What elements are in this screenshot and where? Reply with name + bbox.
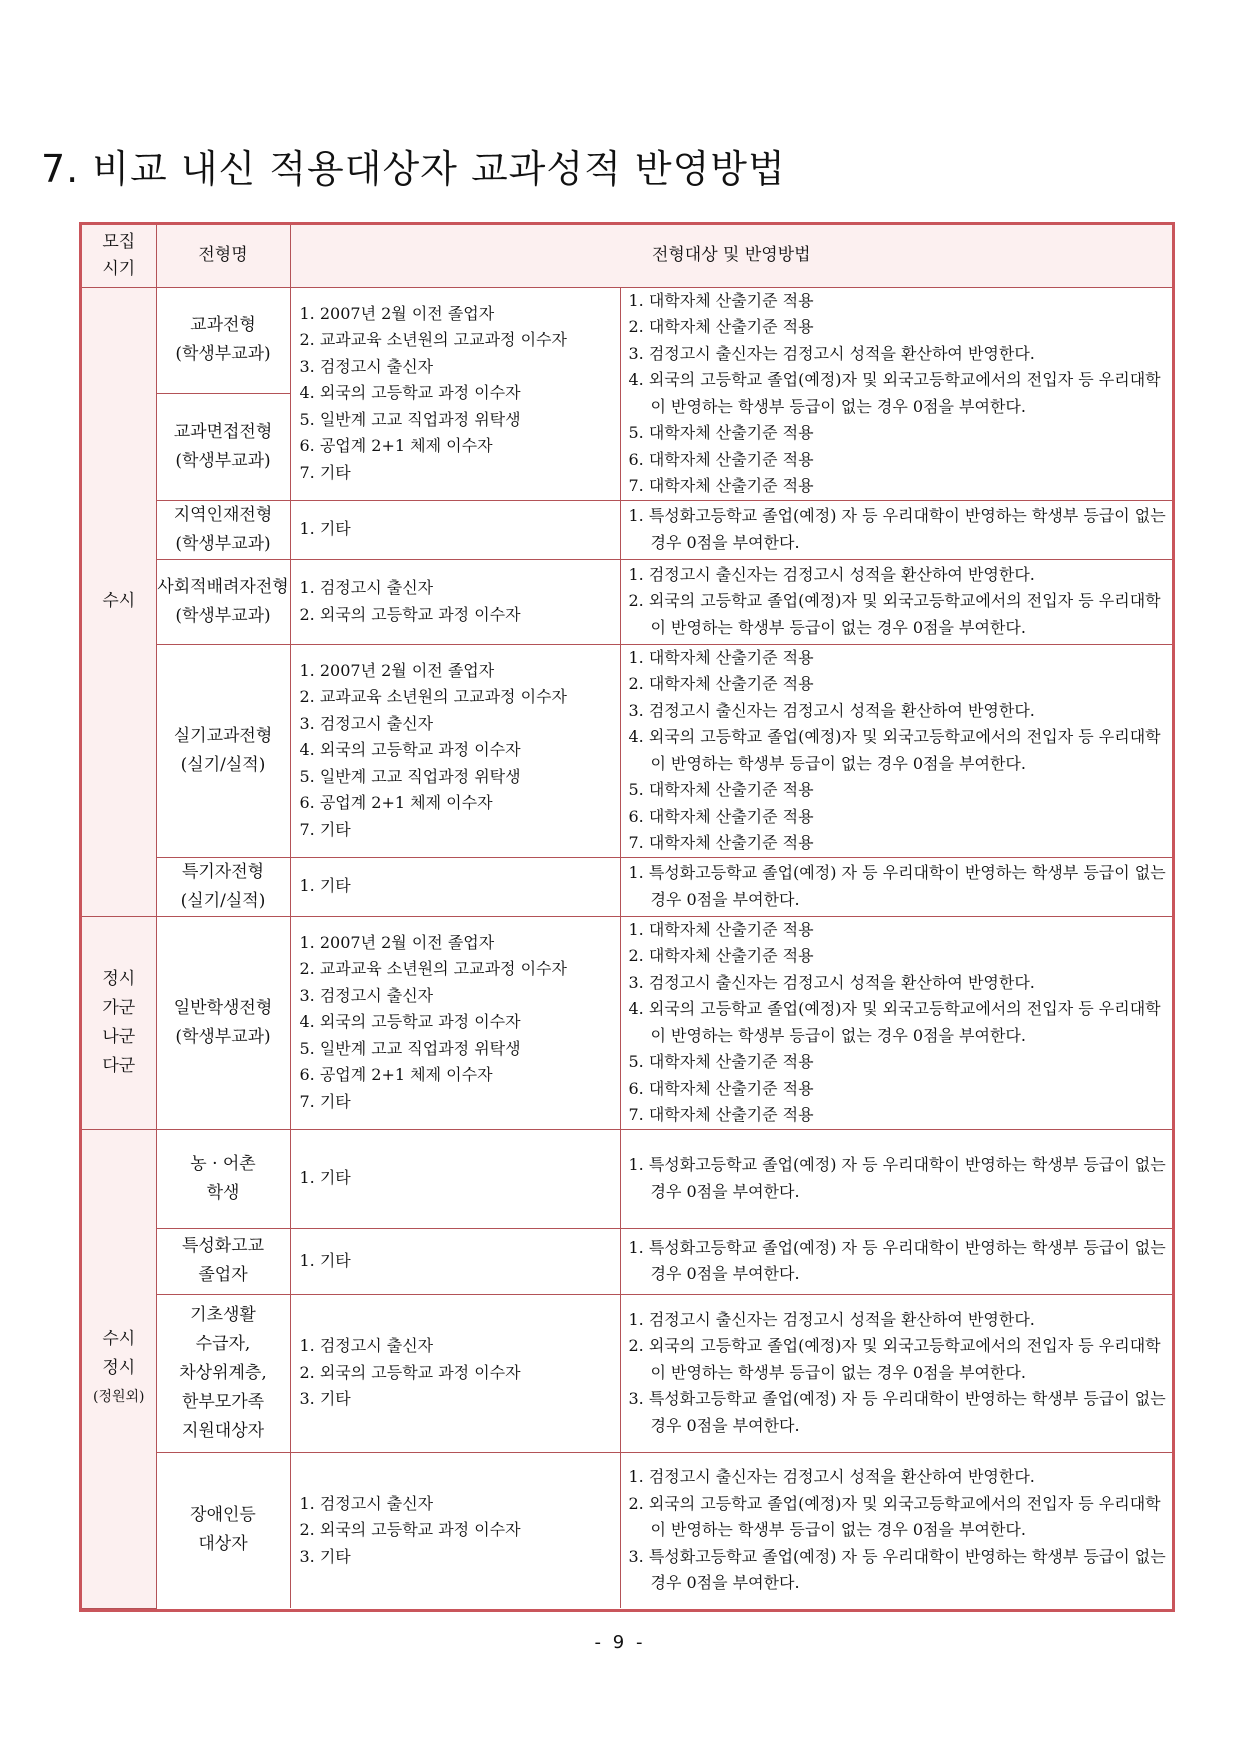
table-row: [82, 644, 1172, 857]
program-name-cell: [156, 287, 290, 394]
method-item: 6. 대학자체 산출기준 적용: [628, 449, 814, 469]
candidate-item: 4. 외국의 고등학교 과정 이수자: [299, 1012, 521, 1032]
methods-cell: [620, 1228, 1172, 1294]
candidate-item: 1. 기타: [299, 1250, 351, 1270]
method-item: 4. 외국의 고등학교 졸업(예정)자 및 외국고등학교에서의 전입자 등 우리대학이 반영하는 학생부 등급이 없는 경우 0점을 부여한다.: [628, 727, 1161, 773]
methods-cell: [620, 559, 1172, 644]
candidate-item: 1. 2007년 2월 이전 졸업자: [299, 303, 495, 323]
program-name-line: 대상자: [198, 1534, 248, 1555]
program-name-line: 졸업자: [198, 1265, 248, 1285]
program-name-line: 특기자전형: [181, 861, 265, 882]
table-row: [82, 1294, 1172, 1452]
candidate-item: 6. 공업계 2+1 체제 이수자: [299, 1065, 493, 1085]
program-name-cell: [156, 1129, 290, 1228]
period-line: 정시: [102, 1358, 136, 1378]
program-name-line: 농 · 어촌: [190, 1153, 256, 1174]
program-name-line: (학생부교과): [175, 344, 271, 365]
method-item: 3. 검정고시 출신자는 검정고시 성적을 환산하여 반영한다.: [628, 343, 1035, 363]
candidate-item: 3. 검정고시 출신자: [299, 713, 434, 733]
method-item: 1. 대학자체 산출기준 적용: [628, 919, 814, 939]
method-item: 2. 외국의 고등학교 졸업(예정)자 및 외국고등학교에서의 전입자 등 우리대학이 반영하는 학생부 등급이 없는 경우 0점을 부여한다.: [628, 591, 1161, 637]
header-period: [82, 225, 156, 287]
candidate-item: 2. 교과교육 소년원의 고교과정 이수자: [299, 330, 567, 350]
program-name-line: 특성화고교: [181, 1236, 265, 1256]
method-item: 7. 대학자체 산출기준 적용: [628, 476, 814, 495]
table-row: [82, 857, 1172, 916]
candidate-item: 3. 기타: [299, 1546, 351, 1566]
method-item: 5. 대학자체 산출기준 적용: [628, 780, 814, 799]
method-item: 1. 특성화고등학교 졸업(예정) 자 등 우리대학이 반영하는 학생부 등급이 없는 경우 0점을 부여한다.: [628, 506, 1166, 552]
method-item: 2. 대학자체 산출기준 적용: [628, 317, 814, 336]
program-name-cell: [156, 1294, 290, 1452]
method-item: 3. 특성화고등학교 졸업(예정) 자 등 우리대학이 반영하는 학생부 등급이 없는 경우 0점을 부여한다.: [628, 1389, 1166, 1435]
method-item: 2. 외국의 고등학교 졸업(예정)자 및 외국고등학교에서의 전입자 등 우리대학이 반영하는 학생부 등급이 없는 경우 0점을 부여한다.: [628, 1336, 1161, 1382]
program-name-line: 장애인등: [190, 1505, 256, 1526]
period-line: 다군: [102, 1055, 136, 1076]
method-item: 2. 외국의 고등학교 졸업(예정)자 및 외국고등학교에서의 전입자 등 우리대학이 반영하는 학생부 등급이 없는 경우 0점을 부여한다.: [628, 1493, 1161, 1539]
period-line: (정원외): [93, 1389, 145, 1405]
program-name-line: 교과전형: [190, 315, 256, 336]
candidate-item: 6. 공업계 2+1 체제 이수자: [299, 793, 493, 813]
candidate-item: 4. 외국의 고등학교 과정 이수자: [299, 740, 521, 760]
page-title: 7. 비교 내신 적용대상자 교과성적 반영방법: [41, 147, 786, 191]
program-name-line: 실기교과전형: [173, 725, 273, 746]
method-item: 3. 검정고시 출신자는 검정고시 성적을 환산하여 반영한다.: [628, 700, 1035, 720]
candidate-item: 7. 기타: [299, 1091, 351, 1111]
method-item: 2. 대학자체 산출기준 적용: [628, 674, 814, 693]
method-item: 7. 대학자체 산출기준 적용: [628, 1105, 814, 1124]
period-line: 정시: [102, 968, 136, 989]
method-item: 4. 외국의 고등학교 졸업(예정)자 및 외국고등학교에서의 전입자 등 우리대학이 반영하는 학생부 등급이 없는 경우 0점을 부여한다.: [628, 999, 1161, 1045]
program-name-cell: [156, 1452, 290, 1608]
program-name-line: (학생부교과): [175, 450, 271, 471]
method-item: 1. 특성화고등학교 졸업(예정) 자 등 우리대학이 반영하는 학생부 등급이 없는 경우 0점을 부여한다.: [628, 1237, 1166, 1283]
method-item: 2. 대학자체 산출기준 적용: [628, 946, 814, 965]
methods-cell: [620, 857, 1172, 916]
program-name-line: (학생부교과): [175, 1026, 271, 1047]
candidate-item: 2. 외국의 고등학교 과정 이수자: [299, 1520, 521, 1539]
period-cell: [82, 287, 156, 916]
methods-cell: [620, 1129, 1172, 1228]
candidate-item: 1. 검정고시 출신자: [299, 578, 434, 597]
table-row: [82, 916, 1172, 1129]
method-item: 1. 검정고시 출신자는 검정고시 성적을 환산하여 반영한다.: [628, 564, 1035, 584]
program-name-cell: [156, 500, 290, 559]
program-name-line: 사회적배려자전형: [157, 576, 289, 597]
table-body: [82, 287, 1172, 1608]
header-method: 전형대상 및 반영방법: [290, 225, 1172, 287]
method-item: 3. 검정고시 출신자는 검정고시 성적을 환산하여 반영한다.: [628, 972, 1035, 992]
candidate-item: 3. 검정고시 출신자: [299, 356, 434, 376]
period-line: 수시: [102, 1329, 136, 1349]
table-row: [82, 1228, 1172, 1294]
candidate-item: 4. 외국의 고등학교 과정 이수자: [299, 383, 521, 403]
candidate-item: 1. 기타: [299, 519, 351, 539]
candidates-cell: [290, 1294, 620, 1452]
program-name-line: 일반학생전형: [173, 997, 273, 1018]
candidate-item: 2. 교과교육 소년원의 고교과정 이수자: [299, 687, 567, 707]
table-row: [82, 287, 1172, 394]
method-item: 6. 대학자체 산출기준 적용: [628, 1078, 814, 1098]
page-number: - 9 -: [594, 1632, 646, 1653]
candidate-item: 5. 일반계 고교 직업과정 위탁생: [299, 1038, 521, 1058]
period-line: 가군: [102, 997, 136, 1018]
method-item: 1. 대학자체 산출기준 적용: [628, 647, 814, 667]
candidate-item: 6. 공업계 2+1 체제 이수자: [299, 436, 493, 456]
header-period-line: 모집: [102, 231, 136, 252]
program-name-line: 차상위계층,: [179, 1362, 267, 1383]
program-name-cell: [156, 644, 290, 857]
method-item: 1. 검정고시 출신자는 검정고시 성적을 환산하여 반영한다.: [628, 1309, 1035, 1329]
candidate-item: 1. 검정고시 출신자: [299, 1493, 434, 1513]
program-name-cell: [156, 559, 290, 644]
program-name-line: 지원대상자: [181, 1420, 265, 1441]
program-name-line: (학생부교과): [175, 605, 271, 626]
header-name: 전형명: [156, 225, 290, 287]
table-row: [82, 559, 1172, 644]
candidate-item: 5. 일반계 고교 직업과정 위탁생: [299, 766, 521, 786]
program-name-line: (실기/실적): [180, 890, 266, 911]
candidates-cell: [290, 1228, 620, 1294]
period-line: 나군: [102, 1026, 136, 1047]
method-item: 1. 특성화고등학교 졸업(예정) 자 등 우리대학이 반영하는 학생부 등급이 없는 경우 0점을 부여한다.: [628, 863, 1166, 909]
method-item: 5. 대학자체 산출기준 적용: [628, 1052, 814, 1071]
program-name-line: 한부모가족: [181, 1391, 265, 1412]
candidate-item: 5. 일반계 고교 직업과정 위탁생: [299, 409, 521, 429]
candidates-cell: [290, 1129, 620, 1228]
candidate-item: 3. 기타: [299, 1389, 351, 1409]
program-name-line: 지역인재전형: [173, 504, 273, 525]
program-name-line: 수급자,: [195, 1333, 251, 1354]
method-item: 7. 대학자체 산출기준 적용: [628, 833, 814, 852]
methods-cell: [620, 644, 1172, 857]
method-item: 4. 외국의 고등학교 졸업(예정)자 및 외국고등학교에서의 전입자 등 우리대학이 반영하는 학생부 등급이 없는 경우 0점을 부여한다.: [628, 370, 1161, 416]
candidates-cell: [290, 916, 620, 1129]
admission-table: [82, 225, 1172, 1609]
table-row: [82, 1129, 1172, 1228]
table-header-row: [82, 225, 1172, 287]
method-item: 1. 검정고시 출신자는 검정고시 성적을 환산하여 반영한다.: [628, 1467, 1035, 1486]
candidate-item: 3. 검정고시 출신자: [299, 985, 434, 1005]
method-item: 6. 대학자체 산출기준 적용: [628, 806, 814, 826]
table-row: [82, 500, 1172, 559]
candidates-cell: [290, 857, 620, 916]
candidates-cell: [290, 644, 620, 857]
candidates-cell: [290, 559, 620, 644]
program-name-line: (실기/실적): [180, 754, 266, 775]
methods-cell: [620, 1452, 1172, 1608]
methods-cell: [620, 287, 1172, 500]
period-line: 수시: [102, 591, 136, 611]
method-item: 1. 특성화고등학교 졸업(예정) 자 등 우리대학이 반영하는 학생부 등급이 없는 경우 0점을 부여한다.: [628, 1155, 1166, 1201]
candidate-item: 2. 외국의 고등학교 과정 이수자: [299, 1362, 521, 1382]
period-cell: [82, 1129, 156, 1608]
methods-cell: [620, 500, 1172, 559]
method-item: 1. 대학자체 산출기준 적용: [628, 290, 814, 310]
candidate-item: 1. 2007년 2월 이전 졸업자: [299, 932, 495, 952]
program-name-line: 교과면접전형: [173, 421, 273, 442]
candidate-item: 1. 2007년 2월 이전 졸업자: [299, 660, 495, 680]
methods-cell: [620, 1294, 1172, 1452]
table-row: [82, 1452, 1172, 1608]
header-period-line: 시기: [102, 258, 136, 279]
admission-table-frame: [79, 222, 1175, 1612]
program-name-cell: [156, 394, 290, 501]
candidate-item: 2. 외국의 고등학교 과정 이수자: [299, 604, 521, 624]
methods-cell: [620, 916, 1172, 1129]
candidates-cell: [290, 500, 620, 559]
program-name-line: (학생부교과): [175, 533, 271, 554]
method-item: 5. 대학자체 산출기준 적용: [628, 423, 814, 442]
candidates-cell: [290, 1452, 620, 1608]
candidates-cell: [290, 287, 620, 500]
program-name-cell: [156, 857, 290, 916]
candidate-item: 7. 기타: [299, 819, 351, 839]
candidate-item: 2. 교과교육 소년원의 고교과정 이수자: [299, 959, 567, 979]
program-name-line: 학생: [206, 1182, 240, 1203]
program-name-cell: [156, 916, 290, 1129]
candidate-item: 1. 검정고시 출신자: [299, 1336, 434, 1356]
program-name-cell: [156, 1228, 290, 1294]
method-item: 3. 특성화고등학교 졸업(예정) 자 등 우리대학이 반영하는 학생부 등급이 없는 경우 0점을 부여한다.: [628, 1546, 1166, 1592]
candidate-item: 1. 기타: [299, 876, 351, 896]
program-name-line: 기초생활: [190, 1304, 256, 1325]
candidate-item: 1. 기타: [299, 1168, 351, 1188]
candidate-item: 7. 기타: [299, 462, 351, 482]
period-cell: [82, 916, 156, 1129]
